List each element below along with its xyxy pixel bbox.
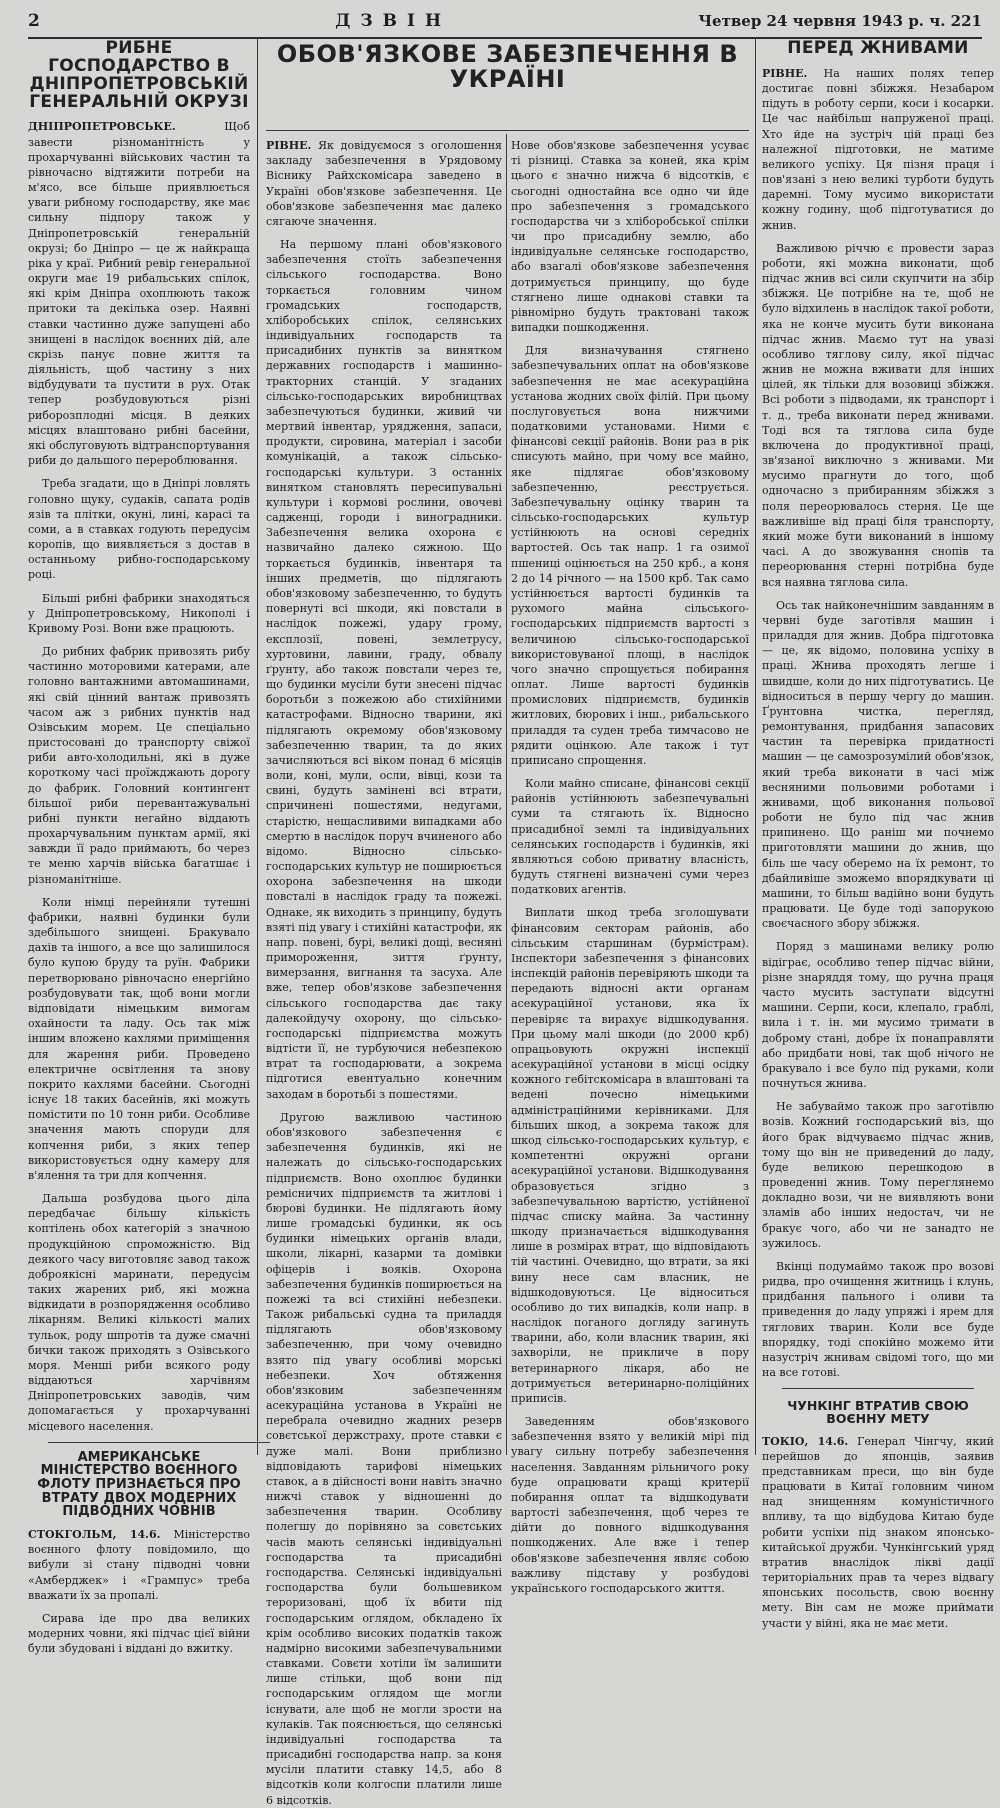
article-navy — [28, 1451, 250, 1657]
page-number: 2 — [28, 11, 40, 31]
article-paragraph: СТОКГОЛЬМ, 14.6. Міністерство воєнного флоту повідомило, що вибули зі стану підводні човни «Амберджек» і «Грампус» треба вважати їх за пропалі. — [28, 1528, 250, 1602]
article-paragraph: Більші рибні фабрики знаходяться у Дніпропетровському, Никополі і Кривому Розі. Вони вже працюють. — [28, 591, 250, 635]
column-rule — [506, 134, 507, 1455]
column-2 — [266, 138, 503, 1807]
article-paragraph: Заведенням обов'язкового забезпечення взято у великій мірі під увагу сильну потребу забезпечення населення. Завданням рільничого року буде опрацювати кращі критерії побирання оплат та відшкодувати вартості забезпечення, щоб через те дійти до повного відшкодування пошкоджених. Але вже і тепер обов'язкове забезпечення являє собою важливу підставу у розбудові українського господарського життя. — [511, 1415, 749, 1595]
article-paragraph: РІВНЕ. На наших полях тепер достигає повні збіжжя. Незабаром підуть в роботу серпи, коси і косарки. Це час найбільш напруженої праці. Хто йде на зустріч цій праці без належної підготовки, не матиме великого успіху. Ця пізня праця і пов'язані з нею великі турботи будуть даремні. Тому мусимо використати кожну годину, щоб підготуватися до жнив. — [762, 66, 994, 232]
article-chungking — [762, 1399, 994, 1630]
article-paragraph: Для визначування стягнено забезпечувальних оплат на обов'язкове забезпечення не має асекураційна установа жодних своїх філій. При цьому послуговується вона нижчими податковими установами. Ними є фінансові секції районів. Вони раз в рік списують майно, при чому все майно, яке підлягає обов'язковому забезпеченню, реєструється. Забезпечувальну оцінку тварин та сільсько-господарських культур устійнюють на основі середніх вартостей. Ось так напр. 1 га озимої пшениці оцінюється на 250 крб., а коня 2 до 14 річного — на 1500 крб. Так само устійнюється вартості будинків та рухомого майна сільського-господарських підприємств вартості з величиною сільсько-господарської використовуваної площі, в наслідок чого значно спрощується побирання оплат. Лише вартості будинків промислових підприємств, будинків житлових, бюрових і інш., рибальського приладдя та суден треба тимчасово не рядити оцінкою. Але також і тут приписано спрощення. — [511, 344, 749, 767]
feature-headline-area — [266, 38, 749, 134]
article-paragraph: Сирава іде про два великих модерних човни, які підчас цієї війни були збудовані і віддані до вжитку. — [28, 1611, 250, 1656]
column-rule — [755, 38, 756, 1455]
article-paragraph: РІВНЕ. Як довідуємося з оголошення закладу забезпечення в Урядовому Віснику Райхскомісара заведено в Україні обов'язкове забезпечення. Це обов'язкове забезпечення має далеко сягаюче значення. — [266, 139, 503, 228]
paper-name: ДЗВІН — [335, 11, 452, 31]
article-paragraph: Ось так найконечнішим завданням в червні буде заготівля машин і приладдя для жнив. Добра підготовка — це, як відомо, половина успіху в праці. Жнива проходять легше і швидше, коли до них підготуватись. Це відноситься в першу чергу до машин. Ґрунтовна чистка, перегляд, ремонтування, придбання запасових частин та перевірка придатності машин — це самозрозумілий обов'язок, який треба виконати в часі між весняними польовими роботами і жнивами, щоб виконання польової роботи не було під час жнив припинено. Що раніш ми почнемо приготовляти машини до жнив, що біль ше часу оберемо на їх ремонт, то дбайливіше зможемо впорядкувати ці машини, то більш вадійно вони будуть працювати. Це буде тоді запорукою своєчасного збору збіжжя. — [762, 598, 994, 931]
article-separator — [782, 1388, 974, 1389]
dateline-place: РІВНЕ. — [266, 139, 312, 152]
dateline-place: ТОКІО, 14.6. — [762, 1434, 849, 1448]
column-rule — [257, 38, 258, 1455]
article-paragraph: Важливою річчю є провести зараз роботи, які можна виконати, щоб підчас жнив всі сили скупчити на збір збіжжя. Це потрібне на те, щоб не було відхилень в наслідок такої роботи, яка не конче мусить бути виконана підчас жнив. Маємо тут на увазі особливо тяглову силу, якої підчас жнив не можна вживати для інших цілей, як тільки для возовиці збіжжя. Всі роботи з підводами, як транспорт і т. д., треба виконати перед жнивами. Тоді вся та тяглова сила буде включена до продуктивної праці, зв'язаної виключно з жнивами. Ми мусимо прагнути до того, щоб одночасно з прибиранням збіжжя з поля переорювалось стерня. Це ще важливіше від праці біля транспорту, який може бути виконаний в іншому часі. А до звожування снопів та переорювання стерні потрібна буде вся наявна тяглова сила. — [762, 241, 994, 589]
article-paragraph: Коли майно списане, фінансові секції районів устійнюють забезпечувальні суми та стягають їх. Відносно присадибної землі та індивідуальних селянських господарств і будинків, які являються собою приватну власність, будуть стягнені визначені суми через податкових агентів. — [511, 777, 749, 897]
article-paragraph: До рибних фабрик привозять рибу частинно моторовими катерами, але головно вантажними автомашинами, які свій цінний вантаж привозять часом аж з рибних пунктів над Озівським морем. Це спеціально пристосовані до транспорту свіжої риби авто-холодильні, які в дуже короткому часі проїжджають дорогу до фабрик. Головний контингент більшої риби перевантажувальні рибні пункти негайно віддають прохарчувальним пунктам армії, які завжди її радо приймають, бо через те меню харчів війська багатшає і різноманітніше. — [28, 645, 250, 886]
columns — [28, 38, 995, 1807]
article-headline: ОБОВ'ЯЗКОВЕ ЗАБЕЗПЕЧЕННЯ В УКРАЇНІ — [276, 40, 739, 94]
dateline: Четвер 24 червня 1943 р. ч. 221 — [698, 12, 982, 30]
article-headline: АМЕРИКАНСЬКЕ МІНІСТЕРСТВО ВОЄННОГО ФЛОТУ ПРИЗНАЄТЬСЯ ПРО ВТРАТУ ДВОХ МОДЕРНИХ ПІДВОДНИХ ЧОВНІВ — [37, 1449, 241, 1520]
article-paragraph: На першому плані обов'язкового забезпечення стоїть забезпечення сільського господарства. Воно торкається головним чином громадських господарств, хліборобських спілок, селянських індивідуальних господарств та присадибних пунктів за винятком державних господарств і машинно-тракторних станцій. У згаданих сільсько-господарських виробництвах забезпечуються будинки, живий чи мертвий інвентар, урядження, запаси, продукти, сировина, матеріал і засоби комунікацій, а також сільсько-господарські культури. З останніх винятком становлять пересипувальні культури і кормові рослини, овочеві садженці, городи і виноградники. Забезпечення велика охорона є назвичайно далеко сяжною. Що торкається будинків, інвентаря та інших предметів, що підлягають обов'язковому забезпеченню, то будуть повернуті всі шкоди, які повстали в наслідок пожежі, удару грому, експлозії, повені, землетрусу, хуртовини, лавини, граду, обвалу ґрунту, або також повстали через те, що будинки мусіли бути знесені підчас боротьби з пожежою або стихійними катастрофами. Відносно тварини, які підлягають окремому обов'язковому забезпеченню тварин, та до яких зачисляються всі віком понад 6 місяців воли, коні, мули, осли, вівці, кози та свині, будуть замінені всі втрати, спричинені пошестями, недугами, старістю, нещасливими випадками або смертю в наслідок поруч вчиненого або відомо. Відносно сільсько-господарських культур не поширюється охорона забезпечення на шкоди повсталі в наслідок граду та пожежі. Однаке, як виходить з принципу, будуть взяті під увагу і стихійні катастрофи, як напр. повені, бурі, великі дощі, весняні примороження, зиття ґрунту, вимерзання, вигнання та засуха. Але вже, тепер обов'язкове забезпечення сільського господарства дає таку далекойдучу охорону, що сільсько-господарські підприємства можуть відтісти її, не турбуючися небезпекою втрат та господарювати, а зокрема підготися евентуально конечним заходам в боротьбі з пошестями. — [266, 238, 502, 1101]
article-paragraph: Треба згадати, що в Дніпрі ловлять головно щуку, судаків, сапата родів язів та плітки, окуні, лині, карасі та соми, а в ставках годують передусім коропів, що виявляється з достав в останньому рибно-господарському році. — [28, 477, 250, 582]
article-paragraph: Не забуваймо також про заготівлю возів. Кожний господарський віз, що його брак відчуваємо підчас жнив, тому що він не приведений до ладу, буде великою перешкодою в проведенні жнив. Тому переглянемо докладно вози, чи не виявляють вони зламів або інших недостач, чи не бракує чого, або чи не занадто не зужилось. — [762, 1100, 994, 1250]
article-paragraph: Виплати шкод треба зголошувати фінансовим секторам районів, або сільським старшинам (бурмістрам). Інспектори забезпечення з фінансових інспекцій районів перевіряють шкоди та передають відносні акти органам асекураційної установи, яка їх перевіряє та вирахує відшкодування. При цьому малі шкоди (до 2000 крб) опрацьовують окружні інспекції асекураційної установи в місці осідку кожного гебітскомісара в влаштовані та ведені почесно німецькими адміністраційними керівниками. Для більших шкод, а зокрема також для шкод сільсько-господарських культур, є компетентні окружні органи асекураційної установи. Відшкодування образовується згідно з забезпечувальною вартістю, устійненої підчас списку майна. За частинну шкоду призначається відшкодування лише в розмірах втрат, що відповідають тій частині. Очевидно, що втрати, за які вину несе сам власник, не відшкодовуються. Це відноситься особливо до тих випадків, коли напр. в наслідок поганого догляду загинуть тварини, або, коли власник тварин, які захворіли, не прикличе в пору ветеринарного лікаря, або не дотримується ветеринарно-поліційних приписів. — [511, 906, 749, 1405]
article-paragraph: ДНІПРОПЕТРОВСЬКЕ. Щоб завести різноманітність у прохарчуванні військових частин та рівночасно відтяжити потреби на м'ясо, все більше приявлюється уваги рибному господарству, яке має сильну підпору також у Дніпропетровській генеральній окрузі; бо Дніпро — це ж найкраща ріка у краї. Рибний ревір генеральної округи має 19 рибальських спілок, які крім Дніпра охоплюють також притоки та декілька озер. Наявні ставки частинно дуже запущені або знищені в наслідок воєнних дій, але скрізь панує повне життя та діяльність, щоб частину з них відбудувати та пустити в рух. Отак тепер розбудовуються різні риборозплодні місця. В деяких місцях влаштовано рибні басейни, які обслуговують відтранспортування риби до дальшого перероблювання. — [28, 120, 250, 468]
article-headline: РИБНЕ ГОСПОДАРСТВО В ДНІПРОПЕТРОВСЬКІЙ ГЕНЕРАЛЬНІЙ ОКРУЗІ — [29, 38, 249, 112]
article-headline: ЧУНКІНГ ВТРАТИВ СВОЮ ВОЄННУ МЕТУ — [787, 1398, 969, 1427]
dateline-place: СТОКГОЛЬМ, 14.6. — [28, 1528, 161, 1542]
article-paragraph: Дальша розбудова цього діла передбачає більшу кількість коптілень обох категорій з значною продукційною спроможністю. Від деякого часу виготовляє завод також доброякісні маринати, передусім таких жарених риб, які можна відкидати в розпорядження особливо лікарням. Великі кількості малих тульок, роду шпротів та дуже смачні бички також приходять з Озівського моря. Менші риби всякого роду віддаються харчівням Дніпропетровських заводів, чим допомагається у прохарчуванні місцевого населення. — [28, 1192, 250, 1433]
column-3 — [511, 138, 749, 1595]
article-paragraph: Коли німці перейняли тутешні фабрики, наявні будинки були здебільшого знищені. Бракувало дахів та іншого, а все що залишилося було купою бруду та руїн. Фабрики перетворювано рівночасно енергійно розбудовувати так, щоб вони могли відповідати німецьким вимогам охайности та ладу. Ось так між іншим вложено кахлями приміщення для жарення риби. Проведено електричне освітлення та знову покрито кахлями басейни. Сьогодні існує 18 таких басейнів, які можуть помістити по 10 тонн риби. Особливе значення мають споруди для копчення риби, з яких тепер використовується одну камеру для в'ялення та три для копчення. — [28, 895, 250, 1182]
article-fish — [28, 40, 250, 1434]
article-harvest — [762, 40, 994, 1380]
headline-rule — [266, 130, 749, 131]
article-paragraph: ТОКІО, 14.6. Генерал Чінгчу, який перейшов до японців, заявив представникам преси, що він буде працювати в Китаї головним чином над знищенням комуністичного впливу, та що відбудова Китаю буде робити успіхи під знаком японсько-китайської дружби. Чункінгський уряд втратив внаслідок лікві дації територіальних прав та через відвагу японських посольств, свою воєнну мету. Він сам не може приймати участи у війні, яка не має мети. — [762, 1434, 995, 1630]
article-paragraph: Другою важливою частиною обов'язкового забезпечення є забезпечення будинків, які не належать до сільсько-господарських підприємств. Воно охоплює будинки ремісничих підприємств та житлові і бюрові будинки. Не підлягають йому лише громадські будинки, як ось будинки німецьких органів влади, школи, лікарні, казарми та домівки офіцерів і вояків. Охорона забезпечення будинків поширюється на пожежі та всі стихійні небезпеки. Також рибальські судна та приладдя підлягають обов'язковому забезпеченню, при чому очевидно взято під увагу особливі морські небезпеки. Хоч обтяження обов'язковим забезпеченням асекураційна установа в Україні не перебрала очевидно жадних резерв совєтської держстраху, проте ставки є дуже малі. Вони приблизно відповідають тарифові німецьких ставок, а в дійсності вони навіть значно нижчі ставок у відношенні до забезпечення тварин. Особливу полегшу до порівняно за совєтських часів мають селянські індивідуальні господарства та присадибні господарства. Селянські індивідуальні господарства були большевиком тероризовані, щоб їх вбити під господарським оглядом, обкладено їх крім особливо високих податків також надмірно високими забезпечувальними ставками. Совєти хотіли їм залишити лише стільки, щоб вони під господарським оглядом ще могли існувати, але щоб не могли зрости на кулаків. Так пояснюється, що селянські індивідуальні господарства та присадибні господарства напр. за коня мусіли платити ставку 14,5, або 8 відсотків коли колгоспи платили лише 6 відсотків. — [266, 1110, 502, 1807]
article-headline: ПЕРЕД ЖНИВАМИ — [787, 38, 969, 58]
article-paragraph: Нове обов'язкове забезпечення усуває ті різниці. Ставка за коней, яка крім цього є значно нижча 6 відсотків, є сьогодні одностайна все одно чи йде про забезпечення з громадського господарства чи з хліборобської спілки чи про присадибну землю, або індивідуальне селянське господарство, або взагалі обов'язкове забезпечення дотримується принципу, що буде стягнено лише однакові ставки та рівномірно будуть трактовані також випадки пошкодження. — [511, 139, 749, 335]
article-separator — [48, 1442, 270, 1443]
column-4 — [762, 38, 995, 1630]
column-1 — [28, 38, 250, 1656]
masthead — [28, 8, 982, 39]
article-paragraph: Поряд з машинами велику ролю відіграє, особливо тепер підчас війни, різне знаряддя тому, що ручна праця часто мусить заступати відсутні машини. Серпи, коси, клепало, граблі, вила і т. ін. ми мусимо тримати в доброму стані, добре їх понаправляти або придбати нові, так щоб нічого не бракувало і все було під руками, коли почнуться жнива. — [762, 940, 994, 1091]
dateline-place: РІВНЕ. — [762, 66, 808, 80]
article-paragraph: Вкінці подумаймо також про возові ридва, про очищення житниць і клунь, придбання пального і оливи та приведення до ладу упряжі і ярем для тяглових тварин. Коли все буде впорядку, тоді спокійно можемо йти назустріч жнивам свідомі того, що ми на все готові. — [762, 1259, 994, 1380]
dateline-place: ДНІПРОПЕТРОВСЬКЕ. — [28, 120, 176, 134]
